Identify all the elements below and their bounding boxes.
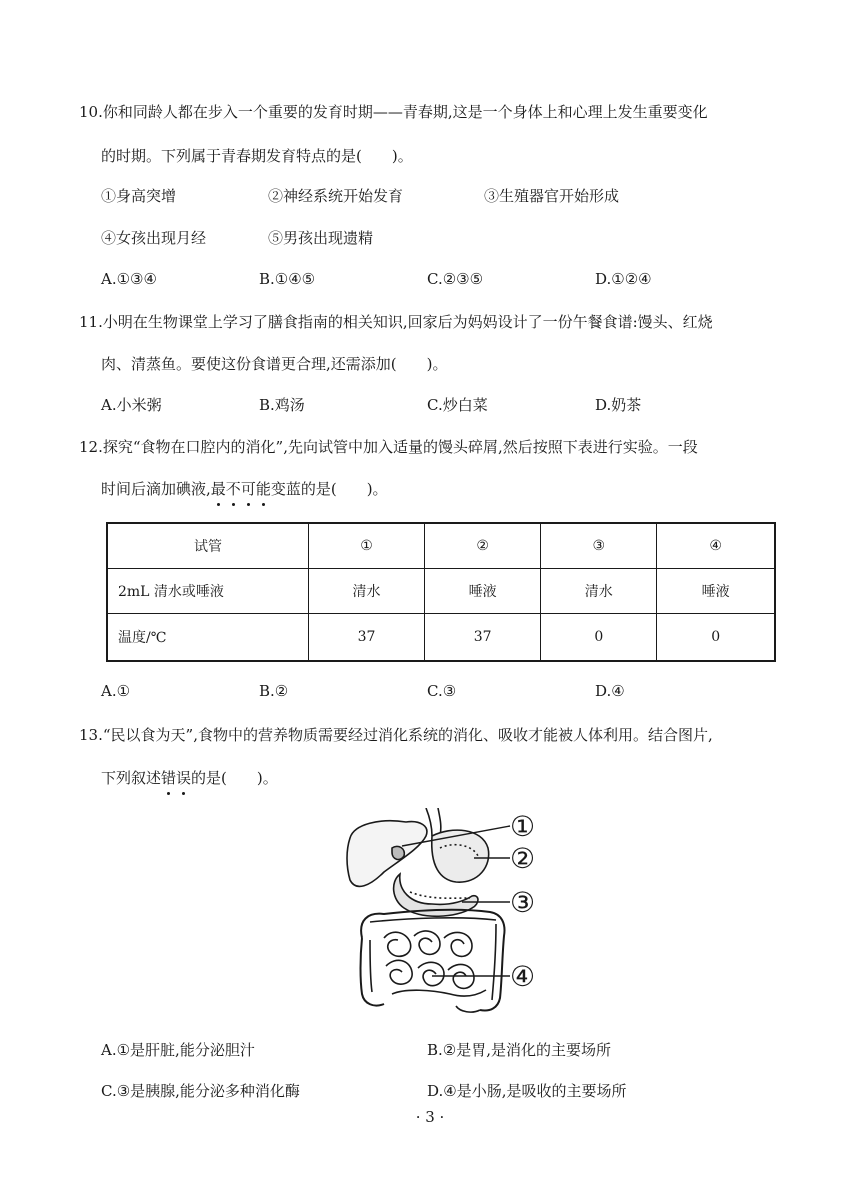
q11-option-c: C.炒白菜 <box>427 396 488 414</box>
emphasis-char: 最 <box>210 480 226 498</box>
q10-item-5: ⑤男孩出现遗精 <box>268 229 374 247</box>
emphasis-char: 误 <box>176 769 192 787</box>
digestive-system-figure <box>340 808 550 1018</box>
table-cell: ③ <box>541 523 657 569</box>
figure-label-3: ③ <box>510 886 536 919</box>
q11-option-a: A.小米粥 <box>101 396 162 414</box>
q13-stem-line2-pre: 下列叙述 <box>101 769 162 787</box>
emphasis-char: 不 <box>225 480 241 498</box>
q12-stem-line2-post: 变蓝的是( )。 <box>270 480 388 498</box>
table-cell: 37 <box>425 614 541 662</box>
q12-option-d: D.④ <box>595 682 625 700</box>
q12-stem-line2-pre: 时间后滴加碘液, <box>101 480 211 498</box>
table-cell: 温度/℃ <box>107 614 309 662</box>
table-header-row <box>107 523 775 569</box>
q10-stem-line2: 的时期。下列属于青春期发育特点的是( )。 <box>101 147 413 165</box>
emphasis-char: 可 <box>240 480 256 498</box>
q10-item-2: ②神经系统开始发育 <box>268 187 404 205</box>
q13-option-d: D.④是小肠,是吸收的主要场所 <box>427 1082 627 1100</box>
q13-stem-line2-post: 的是( )。 <box>191 769 278 787</box>
q13-option-a: A.①是肝脏,能分泌胆汁 <box>101 1041 255 1059</box>
table-cell: 清水 <box>309 569 425 614</box>
q11-option-b: B.鸡汤 <box>259 396 305 414</box>
q12-option-c: C.③ <box>427 682 457 700</box>
table-row <box>107 569 775 614</box>
figure-label-1: ① <box>510 810 536 843</box>
experiment-table <box>106 522 776 662</box>
q10-option-c: C.②③⑤ <box>427 270 484 288</box>
page-number: · 3 · <box>415 1108 445 1126</box>
figure-label-4: ④ <box>510 960 536 993</box>
q12-option-a: A.① <box>101 682 131 700</box>
emphasis-char: 错 <box>161 769 177 787</box>
q11-stem-line1: 11.小明在生物课堂上学习了膳食指南的相关知识,回家后为妈妈设计了一份午餐食谱:馒头、红烧 <box>79 313 713 331</box>
digestive-system-illustration <box>340 808 550 1014</box>
q12-option-b: B.② <box>259 682 289 700</box>
table-cell: ④ <box>657 523 775 569</box>
q12-stem-line1: 12.探究“食物在口腔内的消化”,先向试管中加入适量的馒头碎屑,然后按照下表进行实验。一段 <box>79 438 698 456</box>
q10-item-4: ④女孩出现月经 <box>101 229 207 247</box>
figure-label-2: ② <box>510 842 536 875</box>
table-cell: ② <box>425 523 541 569</box>
q10-option-d: D.①②④ <box>595 270 652 288</box>
q13-stem-line1: 13.“民以食为天”,食物中的营养物质需要经过消化系统的消化、吸收才能被人体利用。结合图片, <box>79 726 713 744</box>
table-cell: 清水 <box>541 569 657 614</box>
q10-option-a: A.①③④ <box>101 270 157 288</box>
table-cell: ① <box>309 523 425 569</box>
table-cell: 0 <box>541 614 657 662</box>
table-cell: 唾液 <box>657 569 775 614</box>
q10-item-1: ①身高突增 <box>101 187 177 205</box>
q13-option-c: C.③是胰腺,能分泌多种消化酶 <box>101 1082 300 1100</box>
table-row <box>107 614 775 662</box>
q11-stem-line2: 肉、清蒸鱼。要使这份食谱更合理,还需添加( )。 <box>101 355 448 373</box>
table-cell: 0 <box>657 614 775 662</box>
table-cell: 2mL 清水或唾液 <box>107 569 309 614</box>
q13-option-b: B.②是胃,是消化的主要场所 <box>427 1041 612 1059</box>
q10-item-3: ③生殖器官开始形成 <box>484 187 620 205</box>
table-cell: 试管 <box>107 523 309 569</box>
q10-option-b: B.①④⑤ <box>259 270 316 288</box>
q13-stem-line2 <box>101 768 278 788</box>
emphasis-char: 能 <box>255 480 271 498</box>
q11-option-d: D.奶茶 <box>595 396 642 414</box>
q12-stem-line2 <box>101 479 388 499</box>
q10-stem-line1: 10.你和同龄人都在步入一个重要的发育时期——青春期,这是一个身体上和心理上发生重要变化 <box>79 103 708 121</box>
table-cell: 37 <box>309 614 425 662</box>
table-cell: 唾液 <box>425 569 541 614</box>
